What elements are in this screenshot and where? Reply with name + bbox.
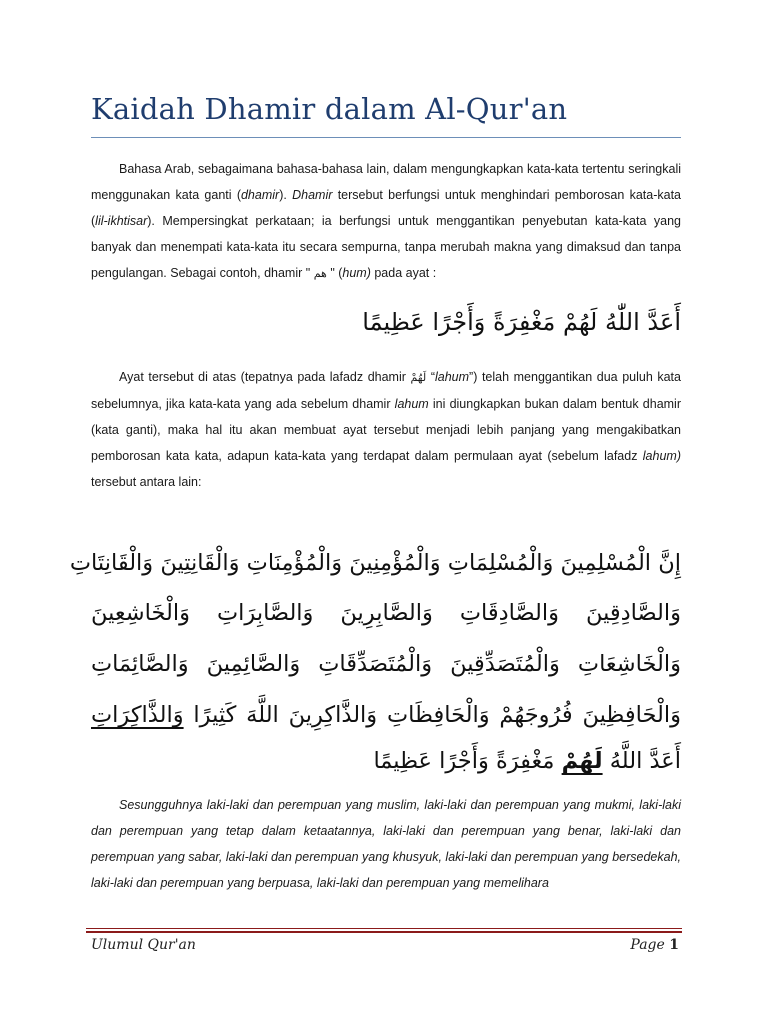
footer-divider-thick	[86, 931, 682, 933]
footer-page-number	[630, 937, 679, 953]
arabic-block-line-4	[91, 702, 681, 728]
title-underline-divider	[91, 137, 681, 138]
arabic-verse-example: أَعَدَّ اللّٰهُ لَهُمْ مَغْفِرَةً وَأَجْرًا عَظِيمًا	[362, 308, 681, 336]
p2-text-c: “	[426, 370, 435, 384]
p2-term-lahum-3: lahum)	[642, 449, 681, 463]
p2-text-e: ”) telah menggantikan dua puluh kata sebelumnya, jika kata-kata yang ada sebelum dhamir	[91, 370, 681, 411]
p1-text-a: Bahasa Arab, sebagaimana bahasa-bahasa lain, dalam mengungkapkan kata-kata tertentu seringkali menggunakan kata ganti (	[91, 162, 681, 202]
p2-text-a: Ayat tersebut di atas (tepatnya pada lafadz dhamir	[119, 370, 411, 384]
arabic-line-4-underlined-word: وَالذَّاكِرَاتِ	[91, 702, 184, 728]
arabic-line-5-lahum-highlight: لَهُمْ	[561, 748, 603, 774]
p2-text-g: ini diungkapkan bukan dalam bentuk dhamir (kata ganti), maka hal itu akan membuat ayat tersebut menjadi lebih panjang yang mengakibatkan pemborosan kata kata, adapun kata-kata yang terdapat dalam permulaan ayat (sebelum lafadz	[91, 397, 681, 463]
p1-term-dhamir-2: Dhamir	[292, 188, 333, 202]
paragraph-explanation	[91, 364, 681, 495]
p1-arabic-hum: هم	[310, 267, 331, 280]
arabic-block-line-1: إِنَّ الْمُسْلِمِينَ وَالْمُسْلِمَاتِ وَالْمُؤْمِنِينَ وَالْمُؤْمِنَاتِ وَالْقَانِتِينَ وَالْقَانِتَاتِ	[69, 550, 681, 576]
paragraph-intro	[91, 156, 681, 287]
page-title: Kaidah Dhamir dalam Al-Qur'an	[91, 92, 568, 126]
p1-text-c: ).	[279, 188, 293, 202]
paragraph-translation	[91, 792, 681, 896]
p2-term-lahum: lahum	[434, 370, 470, 384]
arabic-line-5-text-a: أَعَدَّ اللَّهُ	[602, 748, 681, 774]
p1-term-hum: hum)	[342, 266, 371, 280]
p1-term-lil-ikhtisar: lil-ikhtisar	[95, 214, 148, 228]
translation-text: Sesungguhnya laki-laki dan perempuan yang muslim, laki-laki dan perempuan yang mukmi, laki-laki dan perempuan yang tetap dalam ketaatannya, laki-laki dan perempuan yang benar, laki-laki dan perempuan yang sabar, laki-laki dan perempuan yang khusyuk, laki-laki dan perempuan yang bersedekah, laki-laki dan perempuan yang berpuasa, laki-laki dan perempuan yang memelihara	[91, 798, 681, 890]
footer-page-label: Page	[630, 937, 665, 953]
footer-page-value: 1	[669, 937, 679, 953]
arabic-block-line-3: وَالْخَاشِعَاتِ وَالْمُتَصَدِّقِينَ وَالْمُتَصَدِّقَاتِ وَالصَّائِمِينَ وَالصَّائِمَاتِ	[91, 651, 681, 677]
arabic-line-4-text: وَالْحَافِظِينَ فُرُوجَهُمْ وَالْحَافِظَاتِ وَالذَّاكِرِينَ اللَّهَ كَثِيرًا	[183, 702, 681, 728]
p1-text-i: " (	[330, 266, 343, 280]
p1-text-e: tersebut berfungsi untuk menghindari pemborosan kata-kata (	[91, 188, 681, 228]
p1-text-g: ). Mempersingkat perkataan; ia berfungsi untuk menggantikan penyebutan kata-kata yang banyak dan menempati kata-kata itu secara sempurna, tanpa merubah makna yang dimaksud dan tanpa pengulangan. Sebagai contoh, dhamir "	[91, 214, 681, 280]
footer-course-name: Ulumul Qur'an	[91, 937, 196, 953]
p2-text-i: tersebut antara lain:	[91, 475, 202, 489]
footer-divider-thin	[86, 928, 682, 929]
p2-arabic-lahum: لَهُمْ	[410, 371, 427, 384]
arabic-block-line-5	[91, 748, 681, 774]
p1-term-dhamir: dhamir	[240, 188, 280, 202]
arabic-line-5-text-c: مَغْفِرَةً وَأَجْرًا عَظِيمًا	[373, 748, 562, 774]
p1-text-k: pada ayat :	[370, 266, 437, 280]
arabic-block-line-2: وَالصَّادِقِينَ وَالصَّادِقَاتِ وَالصَّابِرِينَ وَالصَّابِرَاتِ وَالْخَاشِعِينَ	[91, 600, 681, 626]
p2-term-lahum-2: lahum	[394, 397, 429, 411]
